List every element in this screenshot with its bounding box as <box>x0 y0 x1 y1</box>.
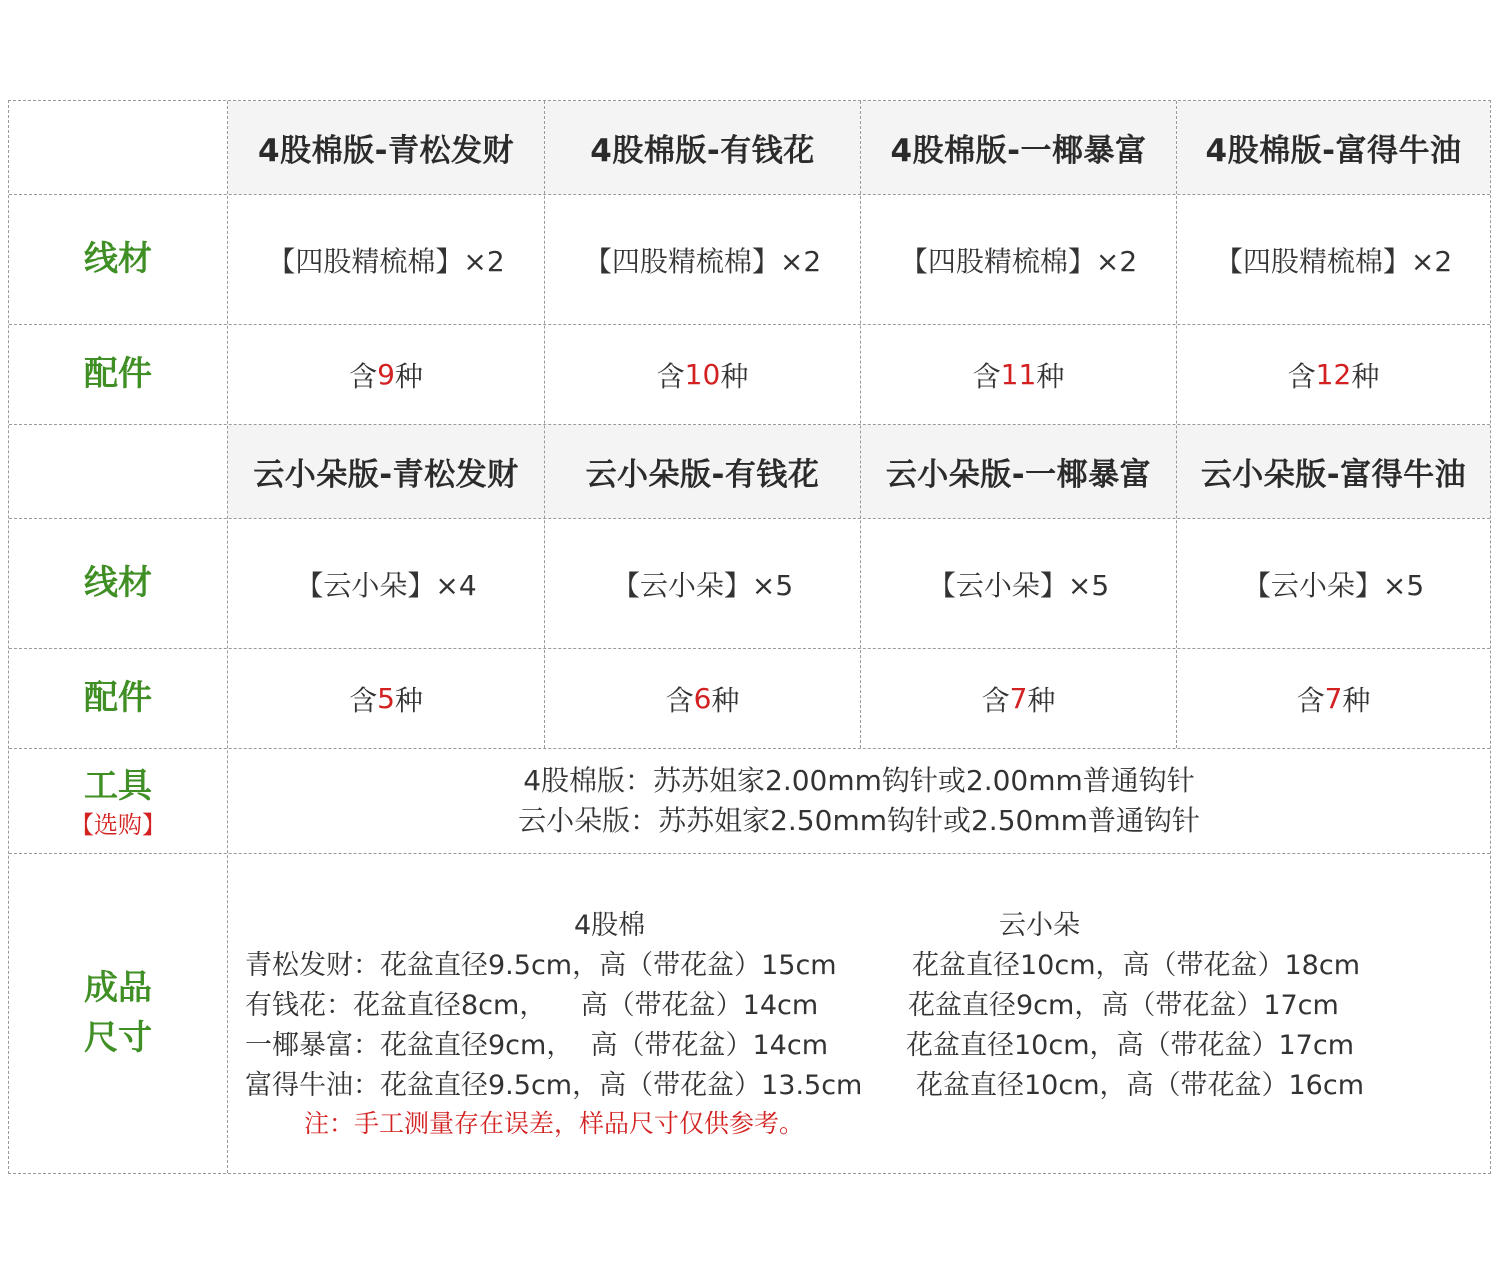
header-text: 云小朵版-青松发财 <box>253 457 519 493</box>
tool-line: 4股棉版：苏苏姐家2.00mm钩针或2.00mm普通钩针 <box>523 764 1195 797</box>
header-cell <box>1177 425 1490 518</box>
size-row-right: 花盆直径9cm，高（带花盆）17cm <box>908 990 1339 1021</box>
row-label-size <box>9 854 227 1173</box>
parts-prefix: 含 <box>972 359 1001 393</box>
label-text: 成品 <box>84 968 152 1009</box>
label-text: 尺寸 <box>84 1017 152 1058</box>
header-text: 4股棉版-富得牛油 <box>1205 133 1462 169</box>
yarn-text: 【四股精梳棉】×2 <box>267 244 505 278</box>
header-cell <box>1177 101 1490 194</box>
header-cell <box>861 425 1176 518</box>
yarn-cell <box>861 195 1176 324</box>
tools-cell <box>228 749 1490 853</box>
row-label-yarn <box>9 195 227 324</box>
parts-count: 7 <box>1324 682 1343 715</box>
parts-prefix: 含 <box>981 683 1010 717</box>
header-text: 云小朵版-有钱花 <box>585 457 820 493</box>
row-label-parts <box>9 325 227 424</box>
parts-prefix: 含 <box>1287 359 1316 393</box>
header-cell <box>228 425 544 518</box>
parts-suffix: 种 <box>1342 683 1371 717</box>
parts-cell <box>228 325 544 424</box>
optional-tag: 【选购】 <box>70 811 166 840</box>
yarn-text: 【云小朵】×5 <box>927 568 1110 602</box>
header-text: 4股棉版-青松发财 <box>258 133 514 169</box>
yarn-cell <box>228 519 544 648</box>
parts-cell <box>545 649 860 748</box>
parts-cell <box>861 325 1176 424</box>
header-cell <box>861 101 1176 194</box>
parts-suffix: 种 <box>1027 683 1056 717</box>
size-row-left: 富得牛油：花盆直径9.5cm，高（带花盆）13.5cm <box>245 1070 863 1101</box>
size-column-header-cloud: 云小朵 <box>999 910 1080 941</box>
yarn-text: 【云小朵】×5 <box>1242 568 1425 602</box>
label-text: 线材 <box>84 562 152 603</box>
parts-cell <box>228 649 544 748</box>
parts-count: 6 <box>693 682 712 715</box>
row-label-yarn <box>9 519 227 648</box>
parts-count: 9 <box>377 358 395 391</box>
yarn-cell <box>861 519 1176 648</box>
size-row-right: 花盆直径10cm，高（带花盆）18cm <box>912 950 1361 981</box>
spec-table <box>8 100 1491 1174</box>
size-column-header-4ply: 4股棉 <box>574 910 646 941</box>
header-text: 4股棉版-一椰暴富 <box>890 133 1147 169</box>
parts-cell <box>861 649 1176 748</box>
header-cell <box>545 101 860 194</box>
parts-count: 11 <box>1000 358 1037 391</box>
yarn-text: 【四股精梳棉】×2 <box>899 244 1138 278</box>
label-text: 线材 <box>84 238 152 279</box>
parts-cell <box>545 325 860 424</box>
parts-suffix: 种 <box>1351 359 1380 393</box>
parts-suffix: 种 <box>720 359 749 393</box>
label-text: 工具 <box>84 765 152 806</box>
yarn-cell <box>545 195 860 324</box>
parts-prefix: 含 <box>656 359 685 393</box>
parts-suffix: 种 <box>1036 359 1065 393</box>
parts-count: 7 <box>1009 682 1028 715</box>
size-row-left: 一椰暴富：花盆直径9cm， 高（带花盆）14cm <box>245 1030 828 1061</box>
header-cell <box>545 425 860 518</box>
parts-count: 10 <box>684 358 721 391</box>
parts-prefix: 含 <box>665 683 694 717</box>
parts-suffix: 种 <box>394 683 423 717</box>
header-cell <box>228 101 544 194</box>
parts-prefix: 含 <box>349 683 378 717</box>
yarn-text: 【云小朵】×5 <box>611 568 794 602</box>
parts-prefix: 含 <box>1296 683 1325 717</box>
parts-prefix: 含 <box>349 359 378 393</box>
tool-line: 云小朵版：苏苏姐家2.50mm钩针或2.50mm普通钩针 <box>518 804 1200 837</box>
size-row-right: 花盆直径10cm，高（带花盆）17cm <box>906 1030 1355 1061</box>
row-label-parts <box>9 649 227 748</box>
parts-cell <box>1177 649 1490 748</box>
size-row-right: 花盆直径10cm，高（带花盆）16cm <box>916 1070 1365 1101</box>
yarn-cell <box>1177 195 1490 324</box>
parts-count: 5 <box>377 682 395 715</box>
parts-count: 12 <box>1315 358 1352 391</box>
measurement-note: 注：手工测量存在误差，样品尺寸仅供参考。 <box>304 1109 805 1138</box>
size-row-left: 有钱花：花盆直径8cm， 高（带花盆）14cm <box>245 990 819 1021</box>
header-text: 云小朵版-一椰暴富 <box>885 457 1152 493</box>
yarn-cell <box>1177 519 1490 648</box>
yarn-text: 【四股精梳棉】×2 <box>583 244 822 278</box>
header-text: 4股棉版-有钱花 <box>590 133 815 169</box>
row-divider <box>9 853 1490 854</box>
header-text: 云小朵版-富得牛油 <box>1200 457 1467 493</box>
label-text: 配件 <box>84 353 152 394</box>
size-row-left: 青松发财：花盆直径9.5cm，高（带花盆）15cm <box>245 950 837 981</box>
yarn-cell <box>228 195 544 324</box>
yarn-text: 【云小朵】×4 <box>295 568 477 602</box>
yarn-cell <box>545 519 860 648</box>
row-label-tools <box>9 749 227 853</box>
parts-suffix: 种 <box>711 683 740 717</box>
parts-cell <box>1177 325 1490 424</box>
parts-suffix: 种 <box>394 359 423 393</box>
label-text: 配件 <box>84 677 152 718</box>
yarn-text: 【四股精梳棉】×2 <box>1214 244 1453 278</box>
